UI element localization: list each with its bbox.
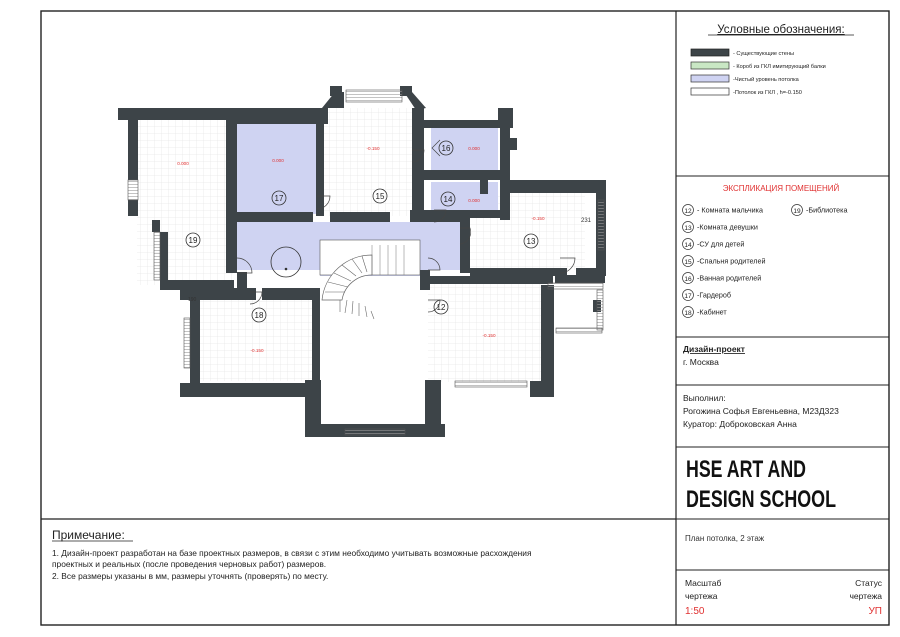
- room-number: 15: [375, 192, 385, 201]
- room-number: 18: [254, 311, 264, 320]
- explication-num: 13: [684, 225, 692, 232]
- status-value: УП: [868, 606, 882, 617]
- floor-plan: [118, 86, 606, 437]
- explication-room-label: -Кабинет: [697, 307, 727, 317]
- curator-name: Куратор: Доброковская Анна: [683, 419, 797, 429]
- drawing-name: План потолка, 2 этаж: [685, 534, 765, 543]
- room-15-area: [322, 108, 417, 216]
- room-number: 12: [436, 303, 446, 312]
- explication-num: 14: [684, 242, 692, 249]
- legend-label-2: - Короб из ГКЛ имитирующий балки: [733, 64, 826, 70]
- explication-num: 12: [684, 208, 692, 215]
- room-19-area: [137, 120, 233, 285]
- school-logo-line-1: HSE ART AND: [686, 456, 806, 483]
- ceiling-level-mark: 0.000: [177, 161, 189, 166]
- legend-swatch-1: [691, 49, 729, 56]
- legend-label-4: -Потолок из ГКЛ , h=-0.150: [733, 90, 802, 96]
- explication-room-label: -Библиотека: [806, 205, 848, 215]
- note-line-2: проектных и реальных (после проведения черновых работ) размеров.: [52, 559, 327, 569]
- ceiling-level-mark: -0.150: [366, 146, 380, 151]
- room-18-area: [199, 297, 318, 381]
- explication: [683, 184, 848, 318]
- done-by-label: Выполнил:: [683, 393, 726, 403]
- legend-label-3: -Чистый уровень потолка: [733, 77, 799, 83]
- school-logo: [686, 456, 836, 513]
- explication-room-label: -Ванная родителей: [697, 273, 762, 283]
- explication-room-label: -Спальня родителей: [697, 256, 766, 266]
- room-number: 17: [274, 194, 284, 203]
- explication-title: ЭКСПЛИКАЦИЯ ПОМЕЩЕНИЙ: [722, 184, 840, 193]
- project-city: г. Москва: [683, 357, 719, 367]
- explication-num: 18: [684, 310, 692, 317]
- school-logo-line-2: DESIGN SCHOOL: [686, 486, 836, 513]
- scale-label-1: Масштаб: [685, 578, 722, 588]
- legend-swatch-3: [691, 75, 729, 82]
- room-number: 14: [443, 195, 453, 204]
- scale-value: 1:50: [685, 606, 705, 617]
- dim-231: 231: [581, 218, 592, 224]
- legend-title: Условные обозначения:: [717, 24, 845, 36]
- ceiling-level-mark: -0.150: [482, 333, 496, 338]
- explication-room-label: -Комната девушки: [697, 222, 758, 232]
- explication-room-label: - Комната мальчика: [697, 205, 763, 215]
- room-number: 19: [188, 236, 198, 245]
- legend-swatch-4: [691, 88, 729, 95]
- explication-num: 15: [684, 259, 692, 266]
- ceiling-level-mark: -0.150: [250, 348, 264, 353]
- project-title: Дизайн-проект: [683, 344, 745, 354]
- ceiling-level-mark: 0.000: [272, 158, 284, 163]
- explication-room-label: -Гардероб: [697, 290, 732, 300]
- ceiling-level-mark: 0.000: [468, 146, 480, 151]
- dim-190: 190: [188, 297, 197, 303]
- room-number: 13: [526, 237, 536, 246]
- explication-room-label: -СУ для детей: [697, 239, 745, 249]
- room-number: 16: [441, 144, 451, 153]
- room-12-area: [428, 282, 541, 382]
- explication-num: 17: [684, 293, 692, 300]
- ceiling-level-mark: -0.150: [531, 216, 545, 221]
- note-line-3: 2. Все размеры указаны в мм, размеры уточнять (проверять) по месту.: [52, 571, 329, 581]
- status-label-2: чертежа: [849, 591, 882, 601]
- legend-swatch-2: [691, 62, 729, 69]
- legend: [691, 24, 854, 96]
- ceiling-level-mark: 0.000: [468, 198, 480, 203]
- explication-num: 19: [793, 208, 801, 215]
- scale-label-2: чертежа: [685, 591, 718, 601]
- author-name: Рогожина Софья Евгеньевна, М23Д323: [683, 406, 839, 416]
- notes-title: Примечание:: [52, 528, 125, 542]
- explication-num: 16: [684, 276, 692, 283]
- status-label-1: Статус: [855, 578, 882, 588]
- legend-label-1: - Существующие стены: [733, 51, 795, 57]
- note-line-1: 1. Дизайн-проект разработан на базе проектных размеров, в связи с этим необходимо учитывать возможные расхождения: [52, 548, 532, 558]
